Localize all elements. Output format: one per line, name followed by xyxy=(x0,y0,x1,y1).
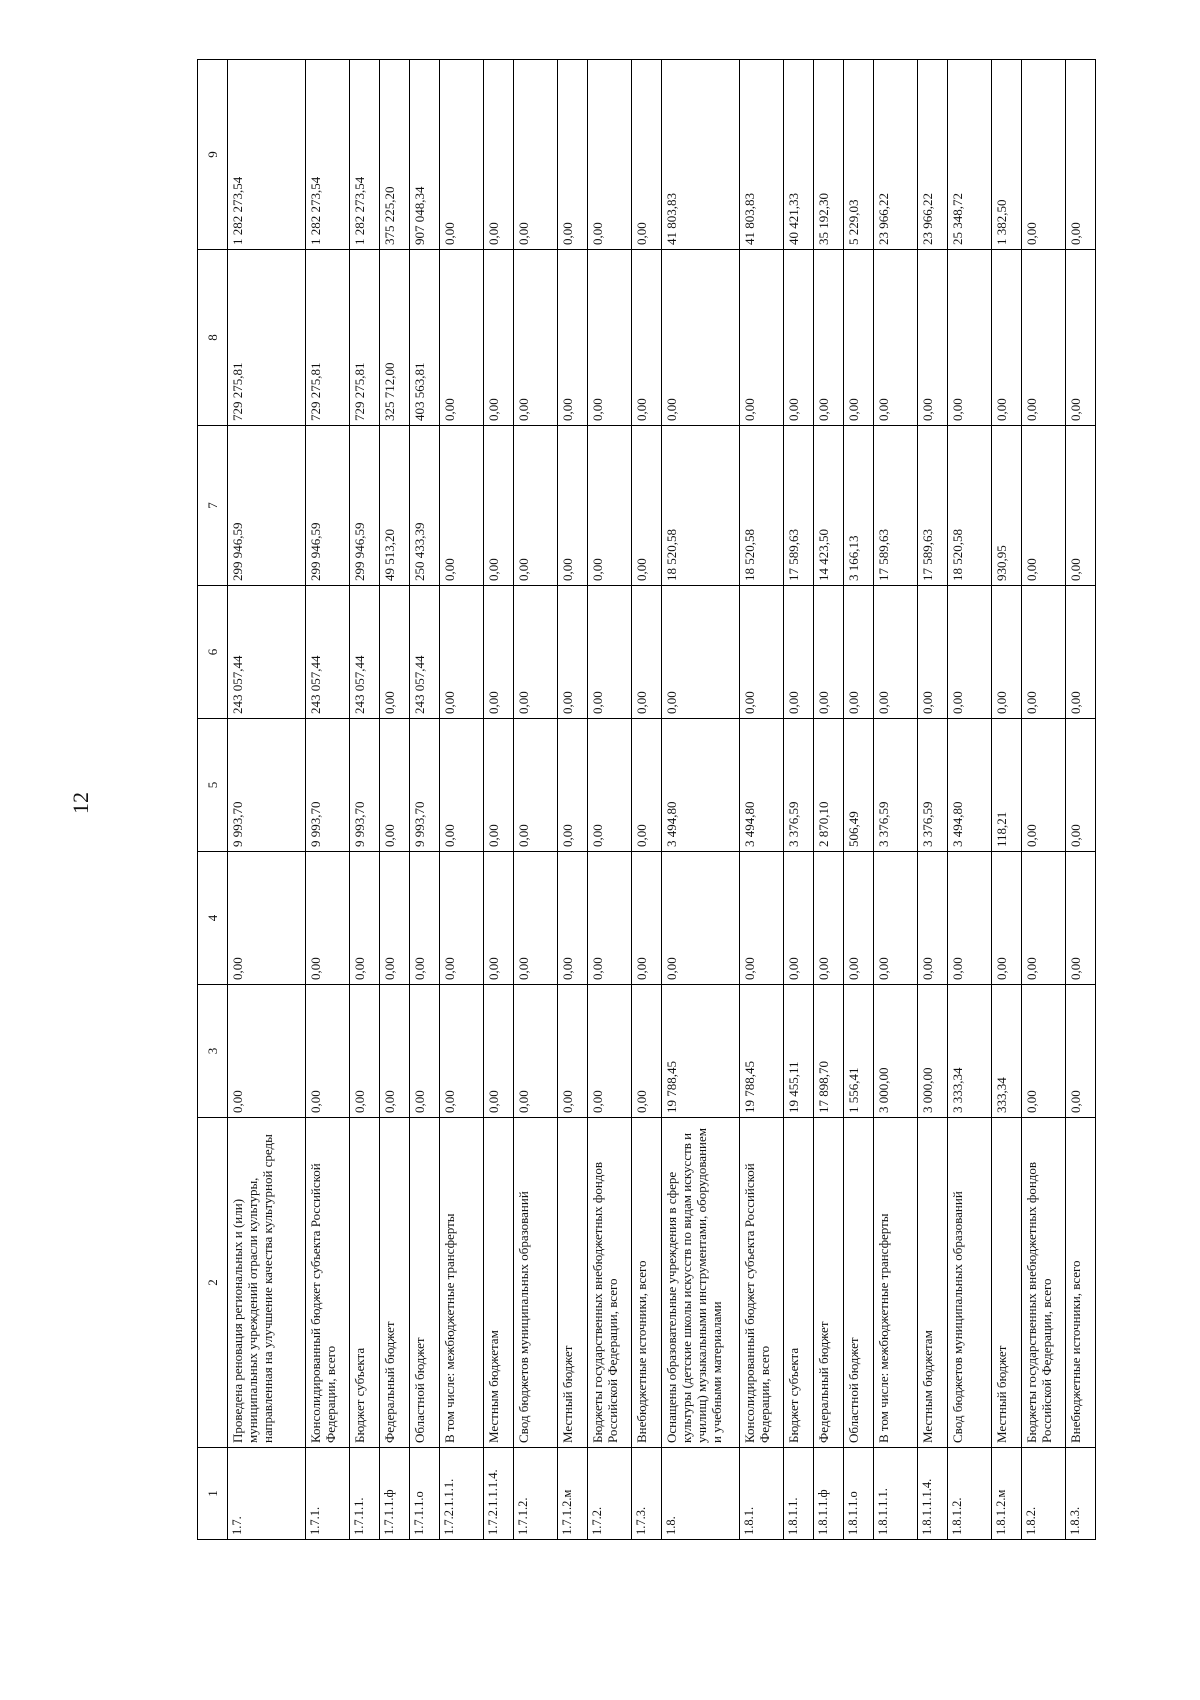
row-code-cell: 1.8.1. xyxy=(740,1448,784,1540)
header-row xyxy=(198,60,228,1540)
value-cell: 0,00 xyxy=(484,250,514,426)
value-cell: 0,00 xyxy=(380,852,410,985)
row-code-cell: 1.8.1.1. xyxy=(784,1448,814,1540)
header-cell: 7 xyxy=(198,426,228,586)
budget-table xyxy=(197,59,1096,1540)
row-label-cell: Внебюджетные источники, всего xyxy=(1066,1118,1096,1448)
value-cell: 0,00 xyxy=(632,250,662,426)
value-cell: 299 946,59 xyxy=(350,426,380,586)
value-cell: 0,00 xyxy=(1066,426,1096,586)
row-code-cell: 1.8.2. xyxy=(1022,1448,1066,1540)
value-cell: 0,00 xyxy=(484,985,514,1118)
value-cell: 0,00 xyxy=(740,586,784,719)
value-cell: 0,00 xyxy=(410,985,440,1118)
value-cell: 9 993,70 xyxy=(306,719,350,852)
value-cell: 3 376,59 xyxy=(918,719,948,852)
table-row xyxy=(874,60,918,1540)
value-cell: 0,00 xyxy=(380,985,410,1118)
row-label-cell: Бюджет субъекта xyxy=(784,1118,814,1448)
value-cell: 0,00 xyxy=(814,586,844,719)
value-cell: 41 803,83 xyxy=(740,60,784,250)
value-cell: 0,00 xyxy=(844,250,874,426)
value-cell: 0,00 xyxy=(484,719,514,852)
value-cell: 3 494,80 xyxy=(948,719,992,852)
value-cell: 0,00 xyxy=(558,250,588,426)
value-cell: 0,00 xyxy=(1022,852,1066,985)
row-label-cell: Местный бюджет xyxy=(558,1118,588,1448)
header-cell: 8 xyxy=(198,250,228,426)
row-code-cell: 1.8.3. xyxy=(1066,1448,1096,1540)
row-label-cell: Бюджеты государственных внебюджетных фондов Российской Федерации, всего xyxy=(588,1118,632,1448)
row-code-cell: 1.8.1.1.ф xyxy=(814,1448,844,1540)
value-cell: 3 494,80 xyxy=(662,719,740,852)
value-cell: 0,00 xyxy=(662,250,740,426)
row-code-cell: 1.7.1.2. xyxy=(514,1448,558,1540)
value-cell: 403 563,81 xyxy=(410,250,440,426)
value-cell: 0,00 xyxy=(740,852,784,985)
value-cell: 0,00 xyxy=(588,586,632,719)
value-cell: 0,00 xyxy=(588,60,632,250)
header-cell: 3 xyxy=(198,985,228,1118)
value-cell: 9 993,70 xyxy=(350,719,380,852)
value-cell: 9 993,70 xyxy=(228,719,306,852)
value-cell: 3 333,34 xyxy=(948,985,992,1118)
table-row xyxy=(228,60,306,1540)
table-row xyxy=(740,60,784,1540)
value-cell: 0,00 xyxy=(350,985,380,1118)
row-label-cell: Консолидированный бюджет субъекта Российской Федерации, всего xyxy=(306,1118,350,1448)
value-cell: 0,00 xyxy=(948,250,992,426)
table-row xyxy=(380,60,410,1540)
table-row xyxy=(784,60,814,1540)
value-cell: 0,00 xyxy=(784,852,814,985)
value-cell: 118,21 xyxy=(992,719,1022,852)
row-code-cell: 1.8.1.2. xyxy=(948,1448,992,1540)
value-cell: 0,00 xyxy=(784,586,814,719)
row-label-cell: Бюджет субъекта xyxy=(350,1118,380,1448)
value-cell: 930,95 xyxy=(992,426,1022,586)
value-cell: 0,00 xyxy=(514,250,558,426)
value-cell: 0,00 xyxy=(632,985,662,1118)
value-cell: 0,00 xyxy=(1066,250,1096,426)
value-cell: 0,00 xyxy=(228,852,306,985)
value-cell: 18 520,58 xyxy=(662,426,740,586)
value-cell: 0,00 xyxy=(740,250,784,426)
value-cell: 0,00 xyxy=(588,426,632,586)
value-cell: 729 275,81 xyxy=(306,250,350,426)
row-code-cell: 1.7.2.1.1.1.4. xyxy=(484,1448,514,1540)
table-row xyxy=(918,60,948,1540)
value-cell: 243 057,44 xyxy=(350,586,380,719)
value-cell: 0,00 xyxy=(484,852,514,985)
value-cell: 0,00 xyxy=(440,852,484,985)
value-cell: 49 513,20 xyxy=(380,426,410,586)
value-cell: 0,00 xyxy=(844,586,874,719)
table-row xyxy=(440,60,484,1540)
value-cell: 506,49 xyxy=(844,719,874,852)
value-cell: 0,00 xyxy=(992,586,1022,719)
row-label-cell: Оснащены образовательные учреждения в сфере культуры (детские школы искусств по видам искусств и училищ) музыкальными инструментами, оборудованием и учебными материалами xyxy=(662,1118,740,1448)
row-label-cell: В том числе: межбюджетные трансферты xyxy=(440,1118,484,1448)
row-label-cell: Проведена реновация региональных и (или) муниципальных учреждений отрасли культуры, направленная на улучшение качества культурной среды xyxy=(228,1118,306,1448)
row-code-cell: 1.7.1.1.ф xyxy=(380,1448,410,1540)
value-cell: 325 712,00 xyxy=(380,250,410,426)
value-cell: 18 520,58 xyxy=(948,426,992,586)
value-cell: 0,00 xyxy=(588,852,632,985)
value-cell: 3 000,00 xyxy=(874,985,918,1118)
value-cell: 1 556,41 xyxy=(844,985,874,1118)
value-cell: 0,00 xyxy=(380,719,410,852)
value-cell: 0,00 xyxy=(514,985,558,1118)
row-label-cell: Местным бюджетам xyxy=(918,1118,948,1448)
value-cell: 0,00 xyxy=(440,985,484,1118)
table-row xyxy=(484,60,514,1540)
value-cell: 0,00 xyxy=(410,852,440,985)
row-code-cell: 1.8.1.1.о xyxy=(844,1448,874,1540)
value-cell: 23 966,22 xyxy=(874,60,918,250)
value-cell: 0,00 xyxy=(440,60,484,250)
value-cell: 0,00 xyxy=(874,250,918,426)
value-cell: 0,00 xyxy=(514,852,558,985)
row-code-cell: 1.7.1.2.м xyxy=(558,1448,588,1540)
value-cell: 17 589,63 xyxy=(784,426,814,586)
value-cell: 0,00 xyxy=(632,60,662,250)
value-cell: 0,00 xyxy=(948,586,992,719)
table-row xyxy=(558,60,588,1540)
row-label-cell: Свод бюджетов муниципальных образований xyxy=(948,1118,992,1448)
header-cell: 1 xyxy=(198,1448,228,1540)
row-label-cell: Свод бюджетов муниципальных образований xyxy=(514,1118,558,1448)
value-cell: 243 057,44 xyxy=(306,586,350,719)
row-code-cell: 1.7.3. xyxy=(632,1448,662,1540)
value-cell: 0,00 xyxy=(484,60,514,250)
value-cell: 1 282 273,54 xyxy=(306,60,350,250)
row-code-cell: 1.7.1. xyxy=(306,1448,350,1540)
row-label-cell: Федеральный бюджет xyxy=(380,1118,410,1448)
value-cell: 0,00 xyxy=(440,426,484,586)
row-code-cell: 1.7.1.1. xyxy=(350,1448,380,1540)
value-cell: 2 870,10 xyxy=(814,719,844,852)
table-row xyxy=(588,60,632,1540)
header-cell: 5 xyxy=(198,719,228,852)
table-row xyxy=(814,60,844,1540)
value-cell: 0,00 xyxy=(1066,852,1096,985)
value-cell: 0,00 xyxy=(948,852,992,985)
value-cell: 0,00 xyxy=(1022,250,1066,426)
row-code-cell: 1.7.2.1.1.1. xyxy=(440,1448,484,1540)
value-cell: 0,00 xyxy=(440,250,484,426)
value-cell: 19 788,45 xyxy=(740,985,784,1118)
row-label-cell: В том числе: межбюджетные трансферты xyxy=(874,1118,918,1448)
row-code-cell: 1.8.1.2.м xyxy=(992,1448,1022,1540)
table-row xyxy=(410,60,440,1540)
value-cell: 3 000,00 xyxy=(918,985,948,1118)
value-cell: 18 520,58 xyxy=(740,426,784,586)
value-cell: 17 898,70 xyxy=(814,985,844,1118)
table-row xyxy=(844,60,874,1540)
value-cell: 0,00 xyxy=(992,250,1022,426)
value-cell: 9 993,70 xyxy=(410,719,440,852)
row-code-cell: 1.7.1.1.о xyxy=(410,1448,440,1540)
value-cell: 0,00 xyxy=(632,852,662,985)
header-cell: 4 xyxy=(198,852,228,985)
row-code-cell: 1.7. xyxy=(228,1448,306,1540)
value-cell: 0,00 xyxy=(350,852,380,985)
value-cell: 0,00 xyxy=(588,250,632,426)
value-cell: 0,00 xyxy=(874,852,918,985)
value-cell: 0,00 xyxy=(514,586,558,719)
value-cell: 5 229,03 xyxy=(844,60,874,250)
value-cell: 0,00 xyxy=(1066,60,1096,250)
row-label-cell: Местный бюджет xyxy=(992,1118,1022,1448)
value-cell: 0,00 xyxy=(306,985,350,1118)
value-cell: 0,00 xyxy=(1066,985,1096,1118)
header-cell: 2 xyxy=(198,1118,228,1448)
table-row xyxy=(306,60,350,1540)
value-cell: 729 275,81 xyxy=(228,250,306,426)
value-cell: 17 589,63 xyxy=(918,426,948,586)
value-cell: 1 282 273,54 xyxy=(228,60,306,250)
row-label-cell: Областной бюджет xyxy=(410,1118,440,1448)
value-cell: 299 946,59 xyxy=(228,426,306,586)
row-label-cell: Федеральный бюджет xyxy=(814,1118,844,1448)
value-cell: 0,00 xyxy=(874,586,918,719)
row-label-cell: Местным бюджетам xyxy=(484,1118,514,1448)
value-cell: 0,00 xyxy=(814,852,844,985)
value-cell: 14 423,50 xyxy=(814,426,844,586)
table-row xyxy=(1066,60,1096,1540)
value-cell: 0,00 xyxy=(1022,985,1066,1118)
table-body xyxy=(228,60,1096,1540)
value-cell: 0,00 xyxy=(558,852,588,985)
value-cell: 907 048,34 xyxy=(410,60,440,250)
value-cell: 333,34 xyxy=(992,985,1022,1118)
value-cell: 0,00 xyxy=(558,985,588,1118)
row-label-cell: Областной бюджет xyxy=(844,1118,874,1448)
table-row xyxy=(514,60,558,1540)
value-cell: 19 455,11 xyxy=(784,985,814,1118)
value-cell: 0,00 xyxy=(992,852,1022,985)
value-cell: 19 788,45 xyxy=(662,985,740,1118)
value-cell: 1 282 273,54 xyxy=(350,60,380,250)
value-cell: 0,00 xyxy=(558,719,588,852)
value-cell: 0,00 xyxy=(440,586,484,719)
value-cell: 0,00 xyxy=(632,719,662,852)
value-cell: 0,00 xyxy=(514,426,558,586)
value-cell: 0,00 xyxy=(1022,719,1066,852)
value-cell: 17 589,63 xyxy=(874,426,918,586)
value-cell: 0,00 xyxy=(484,586,514,719)
value-cell: 25 348,72 xyxy=(948,60,992,250)
value-cell: 0,00 xyxy=(1066,586,1096,719)
header-cell: 9 xyxy=(198,60,228,250)
value-cell: 0,00 xyxy=(814,250,844,426)
value-cell: 3 166,13 xyxy=(844,426,874,586)
value-cell: 0,00 xyxy=(588,719,632,852)
table-row xyxy=(632,60,662,1540)
row-code-cell: 1.8.1.1.1.4. xyxy=(918,1448,948,1540)
table-row xyxy=(350,60,380,1540)
value-cell: 243 057,44 xyxy=(410,586,440,719)
value-cell: 0,00 xyxy=(1022,60,1066,250)
value-cell: 40 421,33 xyxy=(784,60,814,250)
value-cell: 0,00 xyxy=(1022,426,1066,586)
row-code-cell: 1.7.2. xyxy=(588,1448,632,1540)
value-cell: 0,00 xyxy=(484,426,514,586)
table-row xyxy=(662,60,740,1540)
value-cell: 0,00 xyxy=(1022,586,1066,719)
value-cell: 0,00 xyxy=(662,852,740,985)
value-cell: 41 803,83 xyxy=(662,60,740,250)
value-cell: 0,00 xyxy=(918,250,948,426)
value-cell: 0,00 xyxy=(380,586,410,719)
table-row xyxy=(948,60,992,1540)
value-cell: 35 192,30 xyxy=(814,60,844,250)
value-cell: 0,00 xyxy=(662,586,740,719)
value-cell: 0,00 xyxy=(440,719,484,852)
value-cell: 0,00 xyxy=(632,586,662,719)
value-cell: 0,00 xyxy=(918,586,948,719)
value-cell: 0,00 xyxy=(632,426,662,586)
row-label-cell: Бюджеты государственных внебюджетных фондов Российской Федерации, всего xyxy=(1022,1118,1066,1448)
value-cell: 0,00 xyxy=(918,852,948,985)
value-cell: 0,00 xyxy=(784,250,814,426)
row-label-cell: Внебюджетные источники, всего xyxy=(632,1118,662,1448)
value-cell: 0,00 xyxy=(228,985,306,1118)
value-cell: 0,00 xyxy=(558,60,588,250)
value-cell: 0,00 xyxy=(588,985,632,1118)
value-cell: 250 433,39 xyxy=(410,426,440,586)
header-cell: 6 xyxy=(198,586,228,719)
value-cell: 0,00 xyxy=(1066,719,1096,852)
value-cell: 243 057,44 xyxy=(228,586,306,719)
value-cell: 0,00 xyxy=(558,426,588,586)
value-cell: 299 946,59 xyxy=(306,426,350,586)
value-cell: 729 275,81 xyxy=(350,250,380,426)
value-cell: 3 494,80 xyxy=(740,719,784,852)
rotated-table-container xyxy=(197,60,1083,1540)
value-cell: 1 382,50 xyxy=(992,60,1022,250)
value-cell: 23 966,22 xyxy=(918,60,948,250)
value-cell: 0,00 xyxy=(844,852,874,985)
value-cell: 0,00 xyxy=(514,719,558,852)
table-row xyxy=(1022,60,1066,1540)
row-label-cell: Консолидированный бюджет субъекта Российской Федерации, всего xyxy=(740,1118,784,1448)
row-code-cell: 1.8. xyxy=(662,1448,740,1540)
value-cell: 375 225,20 xyxy=(380,60,410,250)
value-cell: 0,00 xyxy=(514,60,558,250)
table-row xyxy=(992,60,1022,1540)
value-cell: 3 376,59 xyxy=(874,719,918,852)
value-cell: 0,00 xyxy=(306,852,350,985)
row-code-cell: 1.8.1.1.1. xyxy=(874,1448,918,1540)
page-number: 12 xyxy=(68,792,93,814)
value-cell: 0,00 xyxy=(558,586,588,719)
value-cell: 3 376,59 xyxy=(784,719,814,852)
